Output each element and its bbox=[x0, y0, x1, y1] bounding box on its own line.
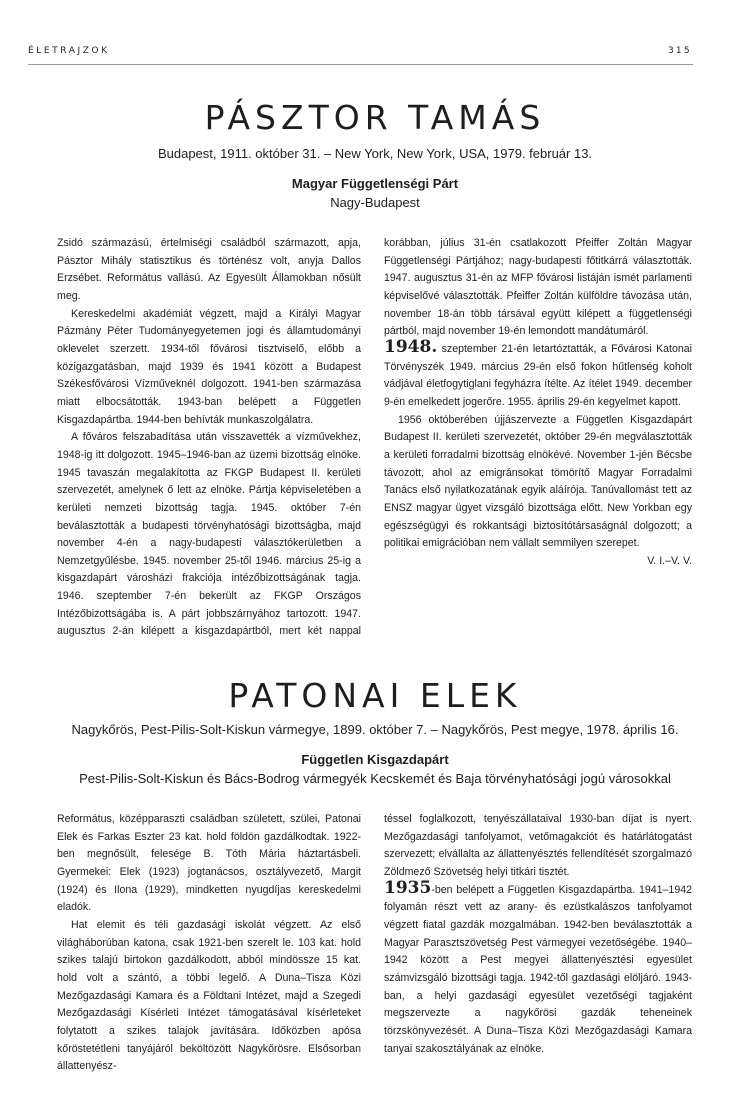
year-highlight: 1948. bbox=[384, 336, 438, 357]
entry-district: Nagy-Budapest bbox=[330, 195, 420, 210]
paragraph: Kereskedelmi akadémiát végzett, majd a Királyi Magyar Pázmány Péter Tudományegyetemen jogi és államtudományi oklevelet szerzett. 1934-től fővárosi tisztviselő, előbb a közigazgatásban, majd 1939 és 1941 között a Budapest Székesfővárosi Vízműveknél dolgozott. 1941-ben származása miatt elbocsátották. 1943-ban belépett a Független Kisgazdapártba. 1944-ben behívták munkaszolgálatra. bbox=[57, 307, 361, 426]
entry-birth-death: Budapest, 1911. október 31. – New York, New York, USA, 1979. február 13. bbox=[157, 146, 593, 161]
paragraph: Hat elemit és téli gazdasági iskolát végzett. Az első világháborúban katona, csak 1921-ben szerelt le. 103 kat. hold szikes talajú birtokon gazdálkodott, abból mindössze 15 kat. hold volt a szántó, a többi legelő. A Duna–Tisza Közi Mezőgazdasági Kamara és a Földtani Intézet, majd a Szegedi Mezőgazdasági Kísérleti Intézet támogatásával kísérleteket folytatott a szikes talajok javítására. Időközben apósa kőröstetétleni tanyájáról beköltözött Nagykőrösre. Elsősorban állattenyész- bbox=[57, 918, 361, 1073]
entry-name: PATONAI ELEK bbox=[228, 676, 522, 715]
page-number: 315 bbox=[668, 46, 692, 56]
year-highlight: 1935 bbox=[384, 877, 432, 898]
paragraph: Református, középparaszti családban született, szülei, Patonai Elek és Farkas Eszter 23 kat. hold földön gazdálkodtak. 1922-ben megnősült, felesége B. Tóth Mária háztartásbeli. Gyermekei: Elek (1923) jogtanácsos, osztályvezető, Margit (1924) és Ilona (1929), mindketten nyugdíjas kereskedelmi eladók. bbox=[57, 813, 361, 914]
paragraph: 1956 októberében újjászervezte a Független Kisgazdapárt Budapest II. kerületi szervezetét, október 29-én megválasztották a kerületi forradalmi bizottság elnökévé. November 1-jén Bécsbe távozott, ahol az emigránsokat tömörítő Magyar Forradalmi Tanács első nyilatkozatának egyik aláírója. Tanúvallomást tett az ENSZ magyar ügyet vizsgáló bizottsága előtt. New Yorkban egy egészségügyi és rokkantsági biztosítótársaságnál dolgozott; a politikai emigrációban nem vállalt semmilyen szerepet. bbox=[384, 413, 692, 550]
entry-party: Magyar Függetlenségi Párt bbox=[291, 176, 459, 191]
paragraph: 1948. szeptember 21-én letartóztatták, a Fővárosi Katonai Törvényszék 1949. március 29-én első fokon hűtlenség koholt vádjával életfogytiglani fegyházra ítélte. Az ítélet 1949. december 9-én emelkedett jogerőre. 1955. április 29-én kegyelmet kapott. bbox=[384, 336, 692, 408]
entry-left-column bbox=[57, 811, 361, 1076]
entry-party: Független Kisgazdapárt bbox=[301, 752, 449, 767]
header-rule bbox=[28, 64, 693, 65]
paragraph: korábban, július 31-én csatlakozott Pfeiffer Zoltán Magyar Függetlenségi Pártjához; nagy-budapesti főtitkárrá választották. 1947. augusztus 31-én az MFP fővárosi listáján ismét parlamenti képviselővé választották. Pfeiffer Zoltán külföldre távozása után, november 18-án több társával együtt kilépett a függetlenségi pártból, majd november 19-én lemondott mandátumáról. bbox=[384, 237, 692, 338]
entry-left-column bbox=[57, 235, 361, 641]
paragraph: Zsidó származású, értelmiségi családból származott, apja, Pásztor Mihály statisztikus és történész volt, anyja Dallos Erzsébet. Református vallású. Az Egyesült Államokban nősült meg. bbox=[57, 237, 361, 302]
author-signature: V. I.–V. V. bbox=[647, 554, 692, 567]
entry-right-column bbox=[384, 235, 692, 570]
entry-birth-death: Nagykőrös, Pest-Pilis-Solt-Kiskun vármegye, 1899. október 7. – Nagykőrös, Pest megye, 1978. április 16. bbox=[71, 722, 679, 737]
paragraph: 1935-ben belépett a Független Kisgazdapártba. 1941–1942 folyamán részt vett az arany- és ezüstkalászos tanfolyamot végzett fiatal gazdák mozgalmában. 1942-ben beválasztották a Magyar Parasztszövetség Pest vármegyei vezetőségébe. 1940–1942 között a Pest megyei állattenyésztési egyesület számvizsgáló bizottsági tagja. 1942-től gazdasági elöljáró. 1943-ban, a helyi gazdasági egyesület vezetőségi tagjaként megszervezte a nagykőrösi gazdák teheneinek törzskönyvezését. A Duna–Tisza Közi Mezőgazdasági Kamara tanyai szakosztályának az elnöke. bbox=[384, 877, 692, 1055]
paragraph: A főváros felszabadítása után visszavették a vízművekhez, 1948-ig itt dolgozott. 1945–1946-ban az üzemi bizottság elnöke. 1945 tavaszán megalakította az FKGP Budapest II. kerületi szervezetét, amelynek ő lett az elnöke. Pártja képviseletében a kerületi nemzeti bizottság tagja. 1945. október 7-én beválasztották a budapesti törvényhatósági bizottságba, majd november 4-én a nagy-budapesti választókerületben a Nemzetgyűlésbe. 1945. november 25-től 1946. március 25-ig a kisgazdapárt városházi frakciója intézőbizottságának tagja. 1946. szeptember 7-én bekerült az FKGP Országos Intézőbizottságába is. A párt jobbszárnyához tartozott. 1947. augusztus 2-án kilépett a kisgazdapártból, mert két nappal bbox=[57, 431, 361, 638]
entry-district: Pest-Pilis-Solt-Kiskun és Bács-Bodrog vármegyék Kecskemét és Baja törvényhatósági jogú városokkal bbox=[79, 771, 671, 786]
running-header-section: ÉLETRAJZOK bbox=[28, 46, 110, 56]
paragraph: téssel foglalkozott, tenyészállataival 1930-ban díjat is nyert. Mezőgazdasági tanfolyamot, vetőmagakciót és határlátogatást szervezett; elvállalta az állattenyésztés fellendítését szorgalmazó Zöldmező Szövetség helyi titkári tisztét. bbox=[384, 813, 692, 878]
entry-name: PÁSZTOR TAMÁS bbox=[204, 98, 546, 137]
entry-right-column bbox=[384, 811, 692, 1058]
